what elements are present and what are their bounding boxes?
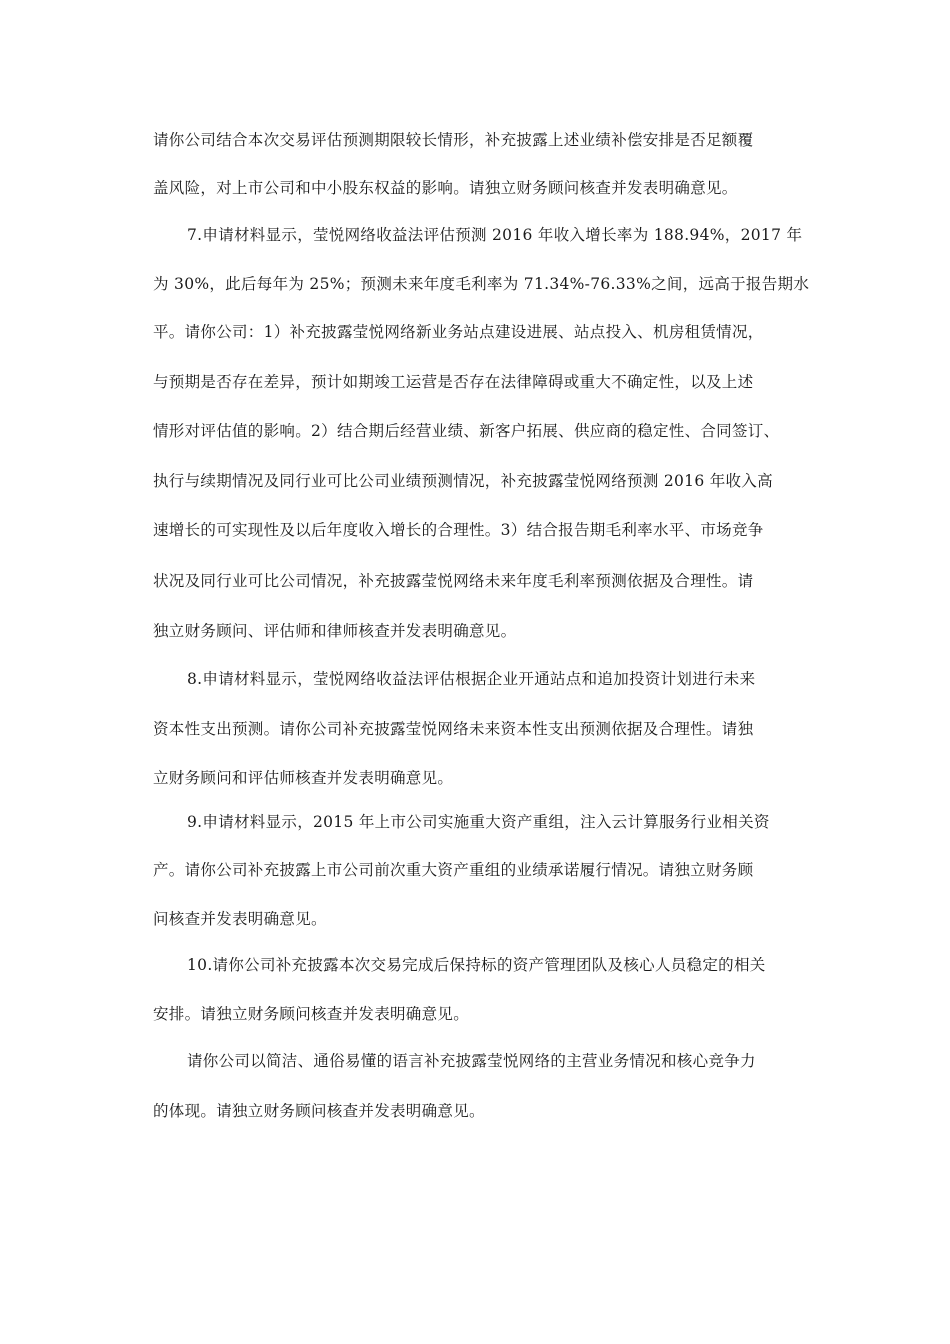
text-line: 安排。请独立财务顾问核查并发表明确意见。 (153, 1005, 470, 1023)
text-line: 产。请你公司补充披露上市公司前次重大资产重组的业绩承诺履行情况。请独立财务顾 (153, 861, 754, 879)
text-line: 平。请你公司：1）补充披露莹悦网络新业务站点建设进展、站点投入、机房租赁情况， (153, 323, 764, 341)
text-line: 盖风险，对上市公司和中小股东权益的影响。请独立财务顾问核查并发表明确意见。 (153, 179, 738, 197)
text-line: 独立财务顾问、评估师和律师核查并发表明确意见。 (153, 622, 517, 640)
text-line: 速增长的可实现性及以后年度收入增长的合理性。3）结合报告期毛利率水平、市场竞争 (153, 521, 764, 539)
text-line: 请你公司结合本次交易评估预测期限较长情形，补充披露上述业绩补偿安排是否足额覆 (153, 131, 754, 149)
text-line: 请你公司以简洁、通俗易懂的语言补充披露莹悦网络的主营业务情况和核心竞争力 (187, 1052, 756, 1070)
text-line: 问核查并发表明确意见。 (153, 910, 327, 928)
text-line: 7.申请材料显示，莹悦网络收益法评估预测 2016 年收入增长率为 188.94%，2017 年 (187, 226, 803, 244)
text-line: 9.申请材料显示，2015 年上市公司实施重大资产重组，注入云计算服务行业相关资 (187, 813, 770, 831)
text-line: 的体现。请独立财务顾问核查并发表明确意见。 (153, 1102, 485, 1120)
text-line: 立财务顾问和评估师核查并发表明确意见。 (153, 769, 454, 787)
text-line: 资本性支出预测。请你公司补充披露莹悦网络未来资本性支出预测依据及合理性。请独 (153, 720, 754, 738)
text-line: 10.请你公司补充披露本次交易完成后保持标的资产管理团队及核心人员稳定的相关 (187, 956, 766, 974)
text-line: 8.申请材料显示，莹悦网络收益法评估根据企业开通站点和追加投资计划进行未来 (187, 670, 756, 688)
text-line: 状况及同行业可比公司情况，补充披露莹悦网络未来年度毛利率预测依据及合理性。请 (153, 572, 754, 590)
text-line: 为 30%，此后每年为 25%；预测未来年度毛利率为 71.34%-76.33%之间，远高于报告期水 (153, 275, 810, 293)
text-line: 情形对评估值的影响。2）结合期后经营业绩、新客户拓展、供应商的稳定性、合同签订、 (153, 422, 780, 440)
text-line: 执行与续期情况及同行业可比公司业绩预测情况，补充披露莹悦网络预测 2016 年收入高 (153, 472, 773, 490)
text-line: 与预期是否存在差异，预计如期竣工运营是否存在法律障碍或重大不确定性，以及上述 (153, 373, 754, 391)
